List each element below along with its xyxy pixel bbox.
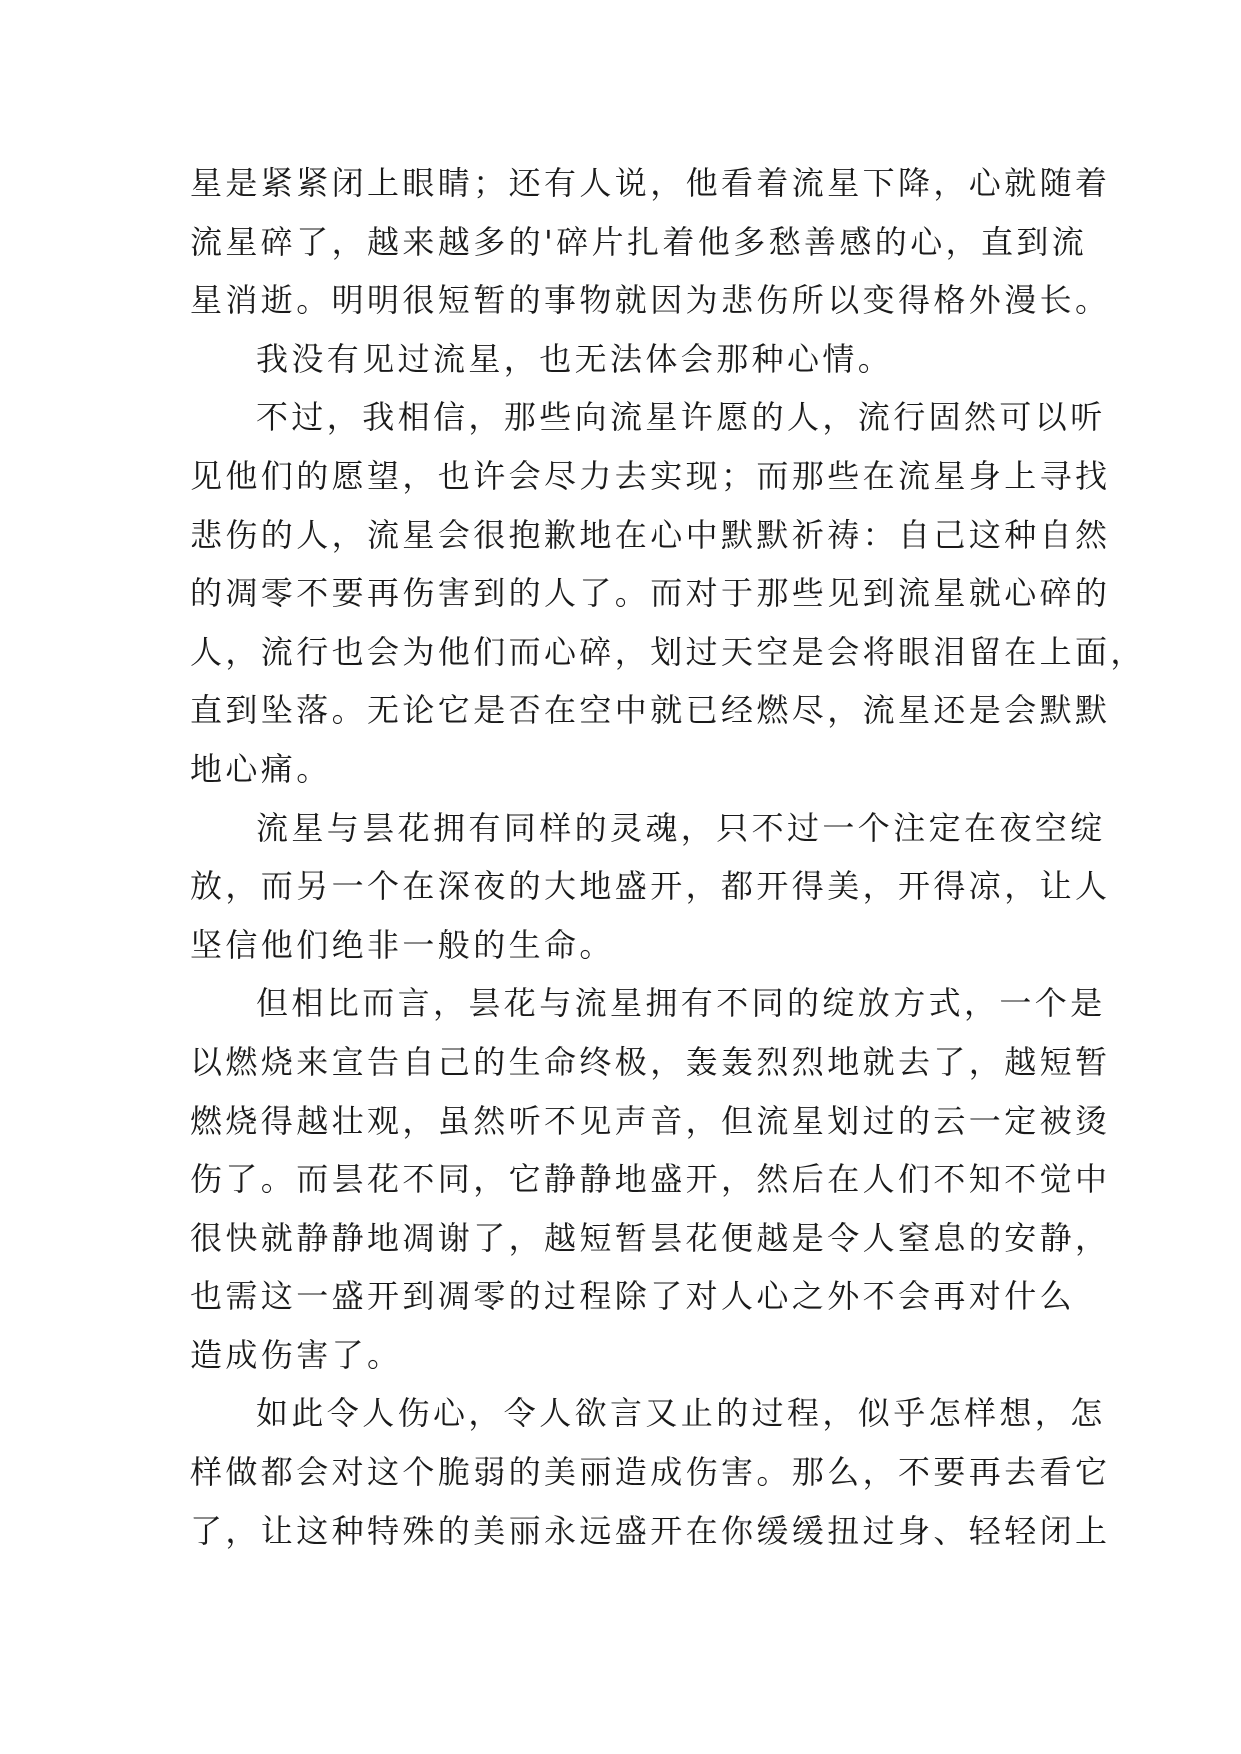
text-line: 我没有见过流星，也无法体会那种心情。 [256, 339, 894, 378]
text-line: 星消逝。明明很短暂的事物就因为悲伤所以变得格外漫长。 [190, 281, 1111, 320]
text-line: 的凋零不要再伤害到的人了。而对于那些见到流星就心碎的 [190, 574, 1111, 613]
text-line: 燃烧得越壮观，虽然听不见声音，但流星划过的云一定被烫 [190, 1101, 1111, 1140]
text-line: 如此令人伤心，令人欲言又止的过程，似乎怎样想，怎 [256, 1394, 1106, 1433]
paragraph-2 [190, 330, 1050, 389]
text-line: 放，而另一个在深夜的大地盛开，都开得美，开得凉，让人 [190, 867, 1111, 906]
text-line: 造成伤害了。 [190, 1335, 403, 1374]
text-line: 样做都会对这个脆弱的美丽造成伤害。那么，不要再去看它 [190, 1453, 1111, 1492]
text-line: 伤了。而昙花不同，它静静地盛开，然后在人们不知不觉中 [190, 1160, 1111, 1199]
text-line: 了，让这种特殊的美丽永远盛开在你缓缓扭过身、轻轻闭上 [190, 1511, 1111, 1550]
text-line: 坚信他们绝非一般的生命。 [190, 925, 615, 964]
text-line: 不过，我相信，那些向流星许愿的人，流行固然可以听 [256, 398, 1106, 437]
text-line: 但相比而言，昙花与流星拥有不同的绽放方式，一个是 [256, 984, 1106, 1023]
paragraph-4 [190, 799, 1111, 975]
document-body [190, 154, 1146, 1560]
text-line: 星是紧紧闭上眼睛；还有人说，他看着流星下降，心就随着 [190, 164, 1111, 202]
paragraph-5 [190, 974, 1111, 1384]
text-line: 人，流行也会为他们而心碎，划过天空是会将眼泪留在上面， [190, 632, 1146, 671]
text-line: 直到坠落。无论它是否在空中就已经燃尽，流星还是会默默 [190, 691, 1111, 730]
paragraph-3 [190, 388, 1146, 798]
text-line: 很快就静静地凋谢了，越短暂昙花便越是令人窒息的安静， [190, 1218, 1111, 1257]
text-line: 以燃烧来宣告自己的生命终极，轰轰烈烈地就去了，越短暂 [190, 1042, 1111, 1081]
text-line: 流星与昙花拥有同样的灵魂，只不过一个注定在夜空绽 [256, 808, 1106, 847]
text-line: 见他们的愿望，也许会尽力去实现；而那些在流星身上寻找 [190, 456, 1111, 495]
text-line: 悲伤的人，流星会很抱歉地在心中默默祈祷：自己这种自然 [190, 515, 1111, 554]
text-line: 流星碎了，越来越多的'碎片扎着他多愁善感的心，直到流 [190, 222, 1088, 261]
text-line: 地心痛。 [190, 749, 332, 788]
text-line: 也需这一盛开到凋零的过程除了对人心之外不会再对什么 [190, 1277, 1076, 1316]
paragraph-6 [190, 1384, 1111, 1560]
paragraph-1 [190, 154, 1111, 330]
